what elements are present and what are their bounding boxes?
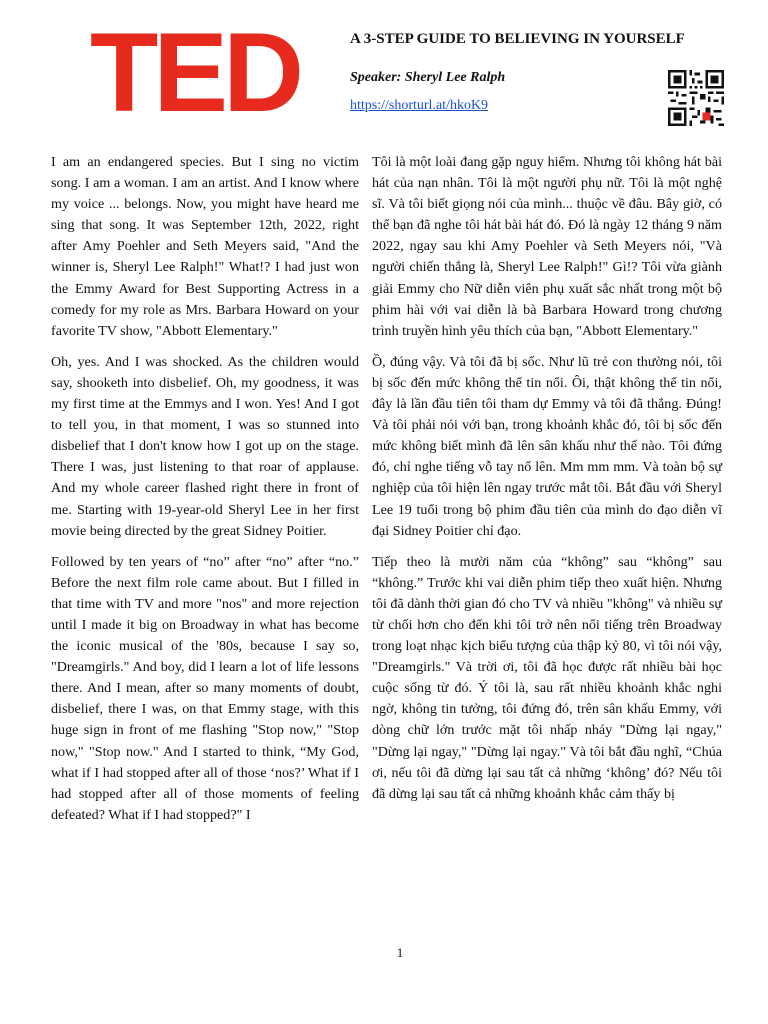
- vietnamese-transcript: [372, 152, 722, 815]
- english-paragraph-2: Oh, yes. And I was shocked. As the children would say, shooketh into disbelief. Oh, my goodness, it was my first time at the Emmys and I won. Yes! And I got to tell you, in that moment, I was so stunned into disbelief that I don't know how I got up on the stage. There I was, just listening to that roar of applause. And my whole career flashed right there in front of me. Starting with 19-year-old Sheryl Lee in her first movie being directed by the great Sidney Poitier.: [51, 353, 359, 539]
- vietnamese-paragraph-1: Tôi là một loài đang gặp nguy hiểm. Nhưng tôi không hát bài hát của nạn nhân. Tôi là một người phụ nữ. Tôi là một nghệ sĩ. Và tôi biết giọng nói của mình... thuộc về đâu. Bây giờ, có thể bạn đã nghe tôi hát bài hát đó. Đó là ngày 12 tháng 9 năm 2022, ngay sau khi Amy Poehler và Seth Meyers nói, "Và người chiến thắng là, Sheryl Lee Ralph!" Gì!? Tôi vừa giành giải Emmy cho Nữ diễn viên phụ xuất sắc nhất trong một bộ phim hài với vai diễn là bà Barbara Howard trong chương trình truyền hình yêu thích của bạn, "Abbott Elementary.": [372, 154, 722, 339]
- vietnamese-paragraph-2: Ồ, đúng vậy. Và tôi đã bị sốc. Như lũ trẻ con thường nói, tôi bị sốc đến mức không thể tin nổi. Ôi, thật không thể tin nổi, đây là lần đầu tiên tôi tham dự Emmy và tôi đã thắng. Đúng! Và tôi phải nói với bạn, trong khoảnh khắc đó, tôi bị sốc đến mức không biết mình đã lên sân khấu như thế nào. Tôi đứng đó, chỉ nghe tiếng vỗ tay nổ lên. Mm mm mm. Và toàn bộ sự nghiệp của tôi hiện lên ngay trước mắt tôi. Bắt đầu với Sheryl Lee 19 tuổi trong bộ phim đầu tiên của mình do đạo diễn vĩ đại Sidney Poitier chỉ đạo.: [372, 353, 722, 539]
- speaker-name: Speaker: Sheryl Lee Ralph: [350, 70, 506, 85]
- qr-code-icon: [668, 70, 724, 126]
- vietnamese-paragraph-3: Tiếp theo là mười năm của “không” sau “không” sau “không.” Trước khi vai diễn phim tiếp theo xuất hiện. Nhưng tôi đã dành thời gian đó cho TV và nhiều "không" và nhiều sự từ chối hơn cho đến khi tôi trở nên nổi tiếng trên Broadway trong loạt nhạc kịch biểu tượng của thập kỷ 80, vì tôi nói vậy, "Dreamgirls." Và trời ơi, tôi đã học được rất nhiều bài học cuộc sống từ đó. Ý tôi là, sau rất nhiều khoảnh khắc nghi ngờ, không tin tưởng, tôi đứng đó, trên sân khấu Emmy, với dòng chữ lớn trước mặt tôi nhấp nháy "Dừng lại ngay," "Dừng lại ngay," "Dừng lại ngay." Và tôi bắt đầu nghĩ, “Chúa ơi, nếu tôi đã dừng lại sau tất cả những ‘không’ đó? Nếu tôi đã dừng lại sau tất cả những khoảnh khắc cảm thấy bị: [372, 553, 722, 802]
- english-transcript: [51, 152, 359, 836]
- page-number: 1: [396, 945, 404, 960]
- english-paragraph-1: I am an endangered species. But I sing no victim song. I am a woman. I am an artist. And I know where my voice ... belongs. Now, you might have heard me sing that song. It was September 12th, 2022, right after Amy Poehler and Seth Meyers said, "And the winner is, Sheryl Lee Ralph!" What!? I had just won the Emmy Award for Best Supporting Actress in a comedy for my role as Mrs. Barbara Howard on your favorite TV show, "Abbott Elementary.": [51, 154, 359, 339]
- ted-logo: TED: [90, 30, 299, 115]
- english-paragraph-3: Followed by ten years of “no” after “no” after “no.” Before the next film role came about. But I filled in that time with TV and more "nos" and more rejection until I made it big on Broadway in what has become the iconic musical of the '80s, because I say so, "Dreamgirls." And boy, did I learn a lot of life lessons there. And I mean, after so many moments of doubt, disbelief, there I was, on that Emmy stage, with this huge sign in front of me flashing "Stop now," "Stop now," "Stop now." And I started to think, “My God, what if I had stopped after all of those ‘nos?’ What if I had stopped after all of those moments of feeling defeated? What if I had stopped?" I: [51, 553, 359, 823]
- talk-link[interactable]: https://shorturl.at/hkoK9: [350, 98, 489, 113]
- document-title: A 3-STEP GUIDE TO BELIEVING IN YOURSELF: [350, 31, 685, 47]
